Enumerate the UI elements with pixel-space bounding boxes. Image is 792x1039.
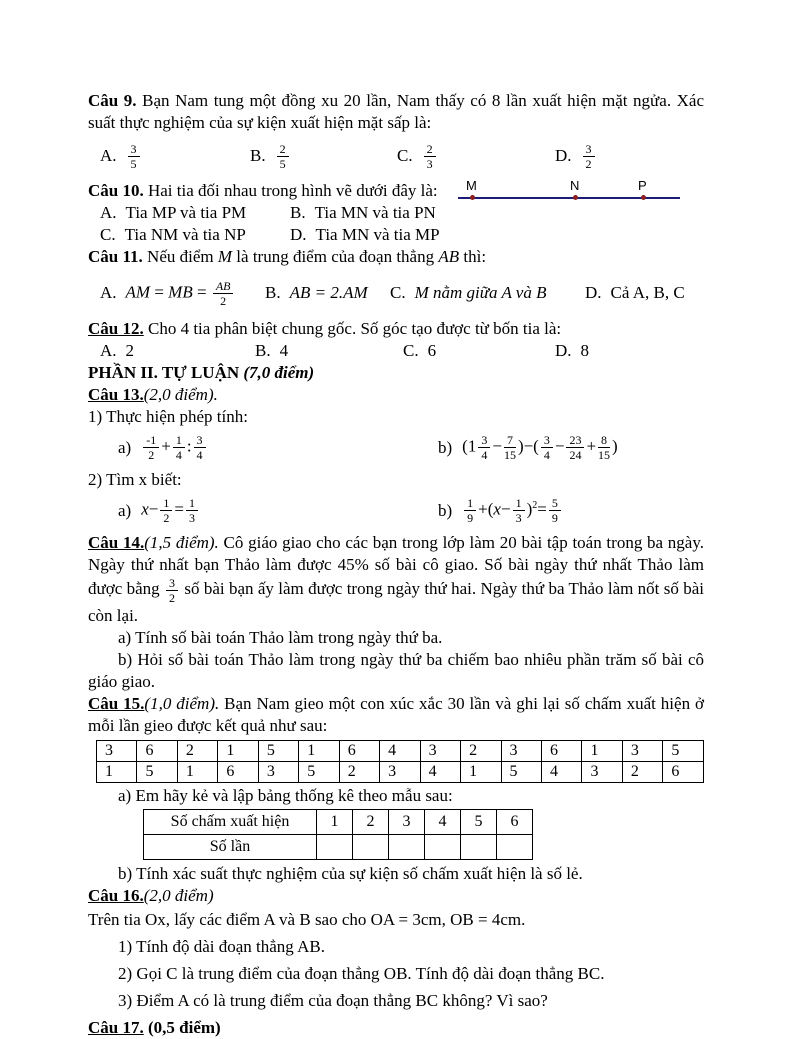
dice-value-cell: 2 [339, 762, 379, 783]
fraction: $\frac{1}{4}$ [173, 433, 185, 462]
fraction: $\frac{-1}{2}$ [143, 433, 159, 462]
math-text: − [554, 436, 565, 456]
math-text: = [192, 281, 211, 301]
question-14-item-a: a) Tính số bài toán Thảo làm trong ngày thứ ba. [118, 628, 443, 647]
dice-value-cell: 3 [258, 762, 298, 783]
stats-header-cell: Số chấm xuất hiện [144, 810, 317, 835]
count-empty-cell [461, 835, 497, 860]
segment-line [458, 197, 680, 199]
dice-value-cell: 6 [663, 762, 704, 783]
dice-value-cell: 1 [461, 762, 501, 783]
dice-value-cell: 6 [541, 741, 581, 762]
math-text: (1 [462, 436, 477, 456]
dice-value-cell: 1 [218, 741, 258, 762]
option-text: Tia MN và tia MP [315, 225, 440, 244]
dice-value-cell: 5 [501, 762, 541, 783]
item-1b [438, 433, 704, 462]
fraction: $\frac{3}{4}$ [478, 433, 490, 462]
option-text: Tia MN và tia PN [314, 203, 436, 222]
dots-value-cell: 2 [353, 810, 389, 835]
part-2-points: (7,0 điểm) [243, 363, 315, 382]
math-text: − [492, 436, 502, 456]
dice-value-cell: 5 [137, 762, 177, 783]
dice-value-cell: 3 [420, 741, 460, 762]
option-text: 4 [279, 341, 289, 360]
dice-value-cell: 2 [177, 741, 217, 762]
option-letter: C. [390, 283, 406, 302]
option-b [250, 142, 397, 171]
dice-value-cell: 4 [420, 762, 460, 783]
question-13-points: (2,0 điểm). [143, 385, 218, 404]
question-10-label: Câu 10. [88, 181, 144, 200]
question-12-body: Cho 4 tia phân biệt chung gốc. Số góc tạo được từ bốn tia là: [147, 319, 562, 338]
question-9-options [88, 135, 704, 177]
option-letter: D. [555, 146, 572, 165]
item-tag: b) [438, 437, 453, 457]
option-b [265, 282, 390, 304]
math-text: thì: [459, 247, 487, 266]
question-10-options-row-2 [88, 224, 704, 246]
question-15-item-a: a) Em hãy kẻ và lập bảng thống kê theo mẫu sau: [118, 786, 453, 805]
math-variable: x [493, 499, 501, 519]
fraction: $\frac{23}{24}$ [566, 433, 584, 462]
fraction: $\frac{3}{4}$ [541, 433, 553, 462]
option-letter: B. [290, 203, 306, 222]
dice-value-cell: 3 [380, 762, 420, 783]
question-10 [88, 180, 704, 246]
math-variable: AM [125, 281, 151, 301]
dice-value-cell: 2 [461, 741, 501, 762]
option-letter: B. [265, 283, 281, 302]
math-text: ) [526, 499, 533, 519]
question-10-text [88, 180, 468, 202]
dice-value-cell: 1 [177, 762, 217, 783]
dice-value-cell: 5 [299, 762, 339, 783]
math-variable: AB = 2.AM [289, 283, 368, 302]
math-variable: x [141, 499, 149, 519]
option-math [415, 282, 547, 304]
item-1a [118, 433, 438, 462]
option-d [290, 224, 704, 246]
math-text: = [174, 499, 184, 519]
option-letter: C. [100, 225, 116, 244]
item-2b [438, 496, 704, 525]
option-math [290, 282, 368, 304]
fraction: $\frac{3}{2}$ [166, 576, 178, 605]
option-a [100, 340, 255, 362]
question-16-item-2: 2) Gọi C là trung điểm của đoạn thẳng OB. Tính độ dài đoạn thẳng BC. [118, 964, 605, 983]
dots-value-cell: 3 [389, 810, 425, 835]
question-15-body: Bạn Nam gieo một con xúc xắc 30 lần và ghi lại số chấm xuất hiện ở mỗi lần gieo được kết quả như sau: [88, 694, 704, 735]
option-letter: A. [100, 203, 117, 222]
option-text: 2 [125, 341, 135, 360]
option-letter: C. [397, 146, 413, 165]
question-12-options [88, 340, 704, 362]
math-variable: M nằm giữa A và B [414, 283, 547, 302]
option-letter: D. [555, 341, 572, 360]
option-a [100, 202, 290, 224]
dice-value-cell: 5 [258, 741, 298, 762]
dice-value-cell: 3 [582, 762, 622, 783]
question-17-label: Câu 17. [88, 1018, 144, 1037]
question-9-text [88, 90, 704, 134]
option-d [585, 282, 704, 304]
question-14-item-b: b) Hỏi số bài toán Thảo làm trong ngày thứ ba chiếm bao nhiêu phần trăm số bài cô giáo giao. [88, 650, 704, 691]
option-d [555, 340, 704, 362]
table-row [97, 762, 704, 783]
stats-row-label-cell: Số lần [144, 835, 317, 860]
question-16-intro: Trên tia Ox, lấy các điểm A và B sao cho OA = 3cm, OB = 4cm. [88, 910, 526, 929]
option-a [100, 142, 250, 171]
math-text: )−( [517, 436, 539, 456]
option-b [255, 340, 403, 362]
dice-value-cell: 3 [501, 741, 541, 762]
math-text: ) [612, 436, 618, 456]
question-14-label: Câu 14. [88, 533, 145, 552]
math-text: số bài bạn ấy làm được trong ngày thứ hai. Ngày thứ ba Thảo làm nốt số bài còn lại. [88, 579, 704, 625]
option-c [403, 340, 555, 362]
item-tag: b) [438, 500, 453, 520]
dice-value-cell: 3 [622, 741, 662, 762]
option-math [611, 282, 685, 304]
count-empty-cell [425, 835, 461, 860]
point-label-n: N [570, 178, 580, 193]
option-c [390, 282, 585, 304]
question-15-label: Câu 15. [88, 694, 145, 713]
math-variable: M [217, 247, 233, 266]
expression-1a [141, 433, 207, 462]
fraction: $\frac{2}{3}$ [424, 142, 436, 171]
dice-value-cell: 6 [339, 741, 379, 762]
question-9-label: Câu 9. [88, 91, 137, 110]
option-text: 8 [580, 341, 590, 360]
math-text: + [161, 436, 171, 456]
count-empty-cell [497, 835, 533, 860]
math-text: +( [478, 499, 494, 519]
fraction: $\frac{1}{9}$ [464, 496, 476, 525]
dice-value-cell: 3 [97, 741, 137, 762]
math-text: Cả A, B, C [610, 283, 685, 302]
dice-value-cell: 2 [622, 762, 662, 783]
point-dot [470, 195, 475, 200]
stats-table [143, 809, 533, 860]
fraction: $\frac{7}{15}$ [503, 433, 516, 462]
question-15-item-b: b) Tính xác suất thực nghiệm của sự kiện số chấm xuất hiện là số lẻ. [118, 864, 583, 883]
item-tag: a) [118, 437, 132, 457]
item-tag: a) [118, 500, 132, 520]
dots-value-cell: 5 [461, 810, 497, 835]
fraction: $\frac{8}{15}$ [598, 433, 611, 462]
option-letter: B. [255, 341, 271, 360]
point-dot [573, 195, 578, 200]
dice-value-cell: 5 [663, 741, 704, 762]
math-text: − [500, 499, 511, 519]
option-letter: B. [250, 146, 266, 165]
question-11-body [147, 247, 486, 266]
fraction: $\frac{1}{3}$ [513, 496, 525, 525]
dice-results-table [96, 740, 704, 783]
option-a [100, 279, 265, 308]
option-text: Tia MP và tia PM [125, 203, 247, 222]
dice-value-cell: 6 [137, 741, 177, 762]
option-letter: A. [100, 146, 117, 165]
fraction: $\frac{3}{5}$ [128, 142, 140, 171]
expression-2b [462, 496, 563, 525]
dots-value-cell: 1 [317, 810, 353, 835]
point-label-p: P [638, 178, 647, 193]
question-13-header [88, 384, 704, 406]
math-text: : [186, 436, 192, 456]
dice-results-body [97, 741, 704, 783]
option-c [397, 142, 555, 171]
fraction: $\frac{2}{5}$ [277, 142, 289, 171]
question-16-points: (2,0 điểm) [143, 886, 214, 905]
question-14-points: (1,5 điểm). [144, 533, 219, 552]
question-13-label: Câu 13. [88, 385, 144, 404]
option-letter: A. [100, 341, 117, 360]
math-text: + [586, 436, 597, 456]
option-d [555, 142, 704, 171]
dice-value-cell: 4 [380, 741, 420, 762]
expression-2a [141, 496, 200, 525]
dots-value-cell: 6 [497, 810, 533, 835]
question-11-text [88, 246, 704, 268]
dice-value-cell: 6 [218, 762, 258, 783]
count-empty-cell [389, 835, 425, 860]
question-13-row-2 [88, 496, 704, 525]
exponent: 2 [532, 499, 538, 511]
dice-value-cell: 1 [299, 741, 339, 762]
question-13-sub-1: 1) Thực hiện phép tính: [88, 407, 248, 426]
math-variable: AB [438, 247, 460, 266]
part-2-title: PHẦN II. TỰ LUẬN [88, 363, 244, 382]
question-12-label: Câu 12. [88, 319, 144, 338]
option-letter: D. [290, 225, 307, 244]
option-text: Tia NM và tia NP [124, 225, 246, 244]
math-text: − [148, 499, 159, 519]
question-9-body: Bạn Nam tung một đồng xu 20 lần, Nam thấy có 8 lần xuất hiện mặt ngửa. Xác suất thực nghiệm của sự kiện xuất hiện mặt sấp là: [88, 91, 705, 132]
table-row [144, 835, 533, 860]
option-letter: A. [100, 283, 117, 302]
count-empty-cell [353, 835, 389, 860]
count-empty-cell [317, 835, 353, 860]
question-11-options [88, 270, 704, 316]
table-row [144, 810, 533, 835]
math-text: = [150, 281, 169, 301]
point-label-m: M [466, 178, 477, 193]
fraction: $\frac{AB}{2}$ [213, 279, 234, 308]
question-16-label: Câu 16. [88, 886, 144, 905]
option-math [126, 279, 236, 308]
point-dot [641, 195, 646, 200]
question-17-header [88, 1017, 704, 1039]
question-15-text [88, 693, 704, 737]
fraction: $\frac{1}{2}$ [160, 496, 172, 525]
question-16-header [88, 885, 704, 907]
question-16-item-1: 1) Tính độ dài đoạn thẳng AB. [118, 937, 325, 956]
fraction: $\frac{3}{4}$ [194, 433, 206, 462]
expression-1b [462, 433, 618, 462]
question-14-text [88, 532, 704, 627]
option-letter: C. [403, 341, 419, 360]
option-c [100, 224, 290, 246]
dots-value-cell: 4 [425, 810, 461, 835]
question-16-item-3: 3) Điểm A có là trung điểm của đoạn thẳng BC không? Vì sao? [118, 991, 548, 1010]
fraction: $\frac{5}{9}$ [549, 496, 561, 525]
math-text: = [537, 499, 547, 519]
question-17-points: (0,5 điểm) [143, 1018, 221, 1037]
math-text: là trung điểm của đoạn thẳng [232, 247, 439, 266]
math-variable: MB [168, 281, 193, 301]
dice-value-cell: 1 [97, 762, 137, 783]
dice-value-cell: 4 [541, 762, 581, 783]
question-12-text [88, 318, 704, 340]
option-text: 6 [427, 341, 437, 360]
question-15-points: (1,0 điểm). [144, 694, 220, 713]
part-2-heading [88, 362, 704, 384]
question-10-body: Hai tia đối nhau trong hình vẽ dưới đây là: [147, 181, 438, 200]
math-text: Nếu điểm [147, 247, 218, 266]
option-letter: D. [585, 283, 602, 302]
math-text: Cô giáo giao cho các bạn trong lớp làm 20 bài tập toán trong ba ngày. Ngày thứ nhất bạn Thảo làm được 45% số bài cô giao. Số bài ngày thứ nhất Thảo làm được bằng [88, 533, 705, 599]
table-row [97, 741, 704, 762]
dice-value-cell: 1 [582, 741, 622, 762]
question-13-sub-2: 2) Tìm x biết: [88, 470, 182, 489]
question-11-label: Câu 11. [88, 247, 143, 266]
item-2a [118, 496, 438, 525]
stats-table-body [144, 810, 533, 860]
fraction: $\frac{3}{2}$ [583, 142, 595, 171]
fraction: $\frac{1}{3}$ [186, 496, 198, 525]
question-13-row-1 [88, 433, 704, 462]
ray-figure [458, 178, 680, 206]
